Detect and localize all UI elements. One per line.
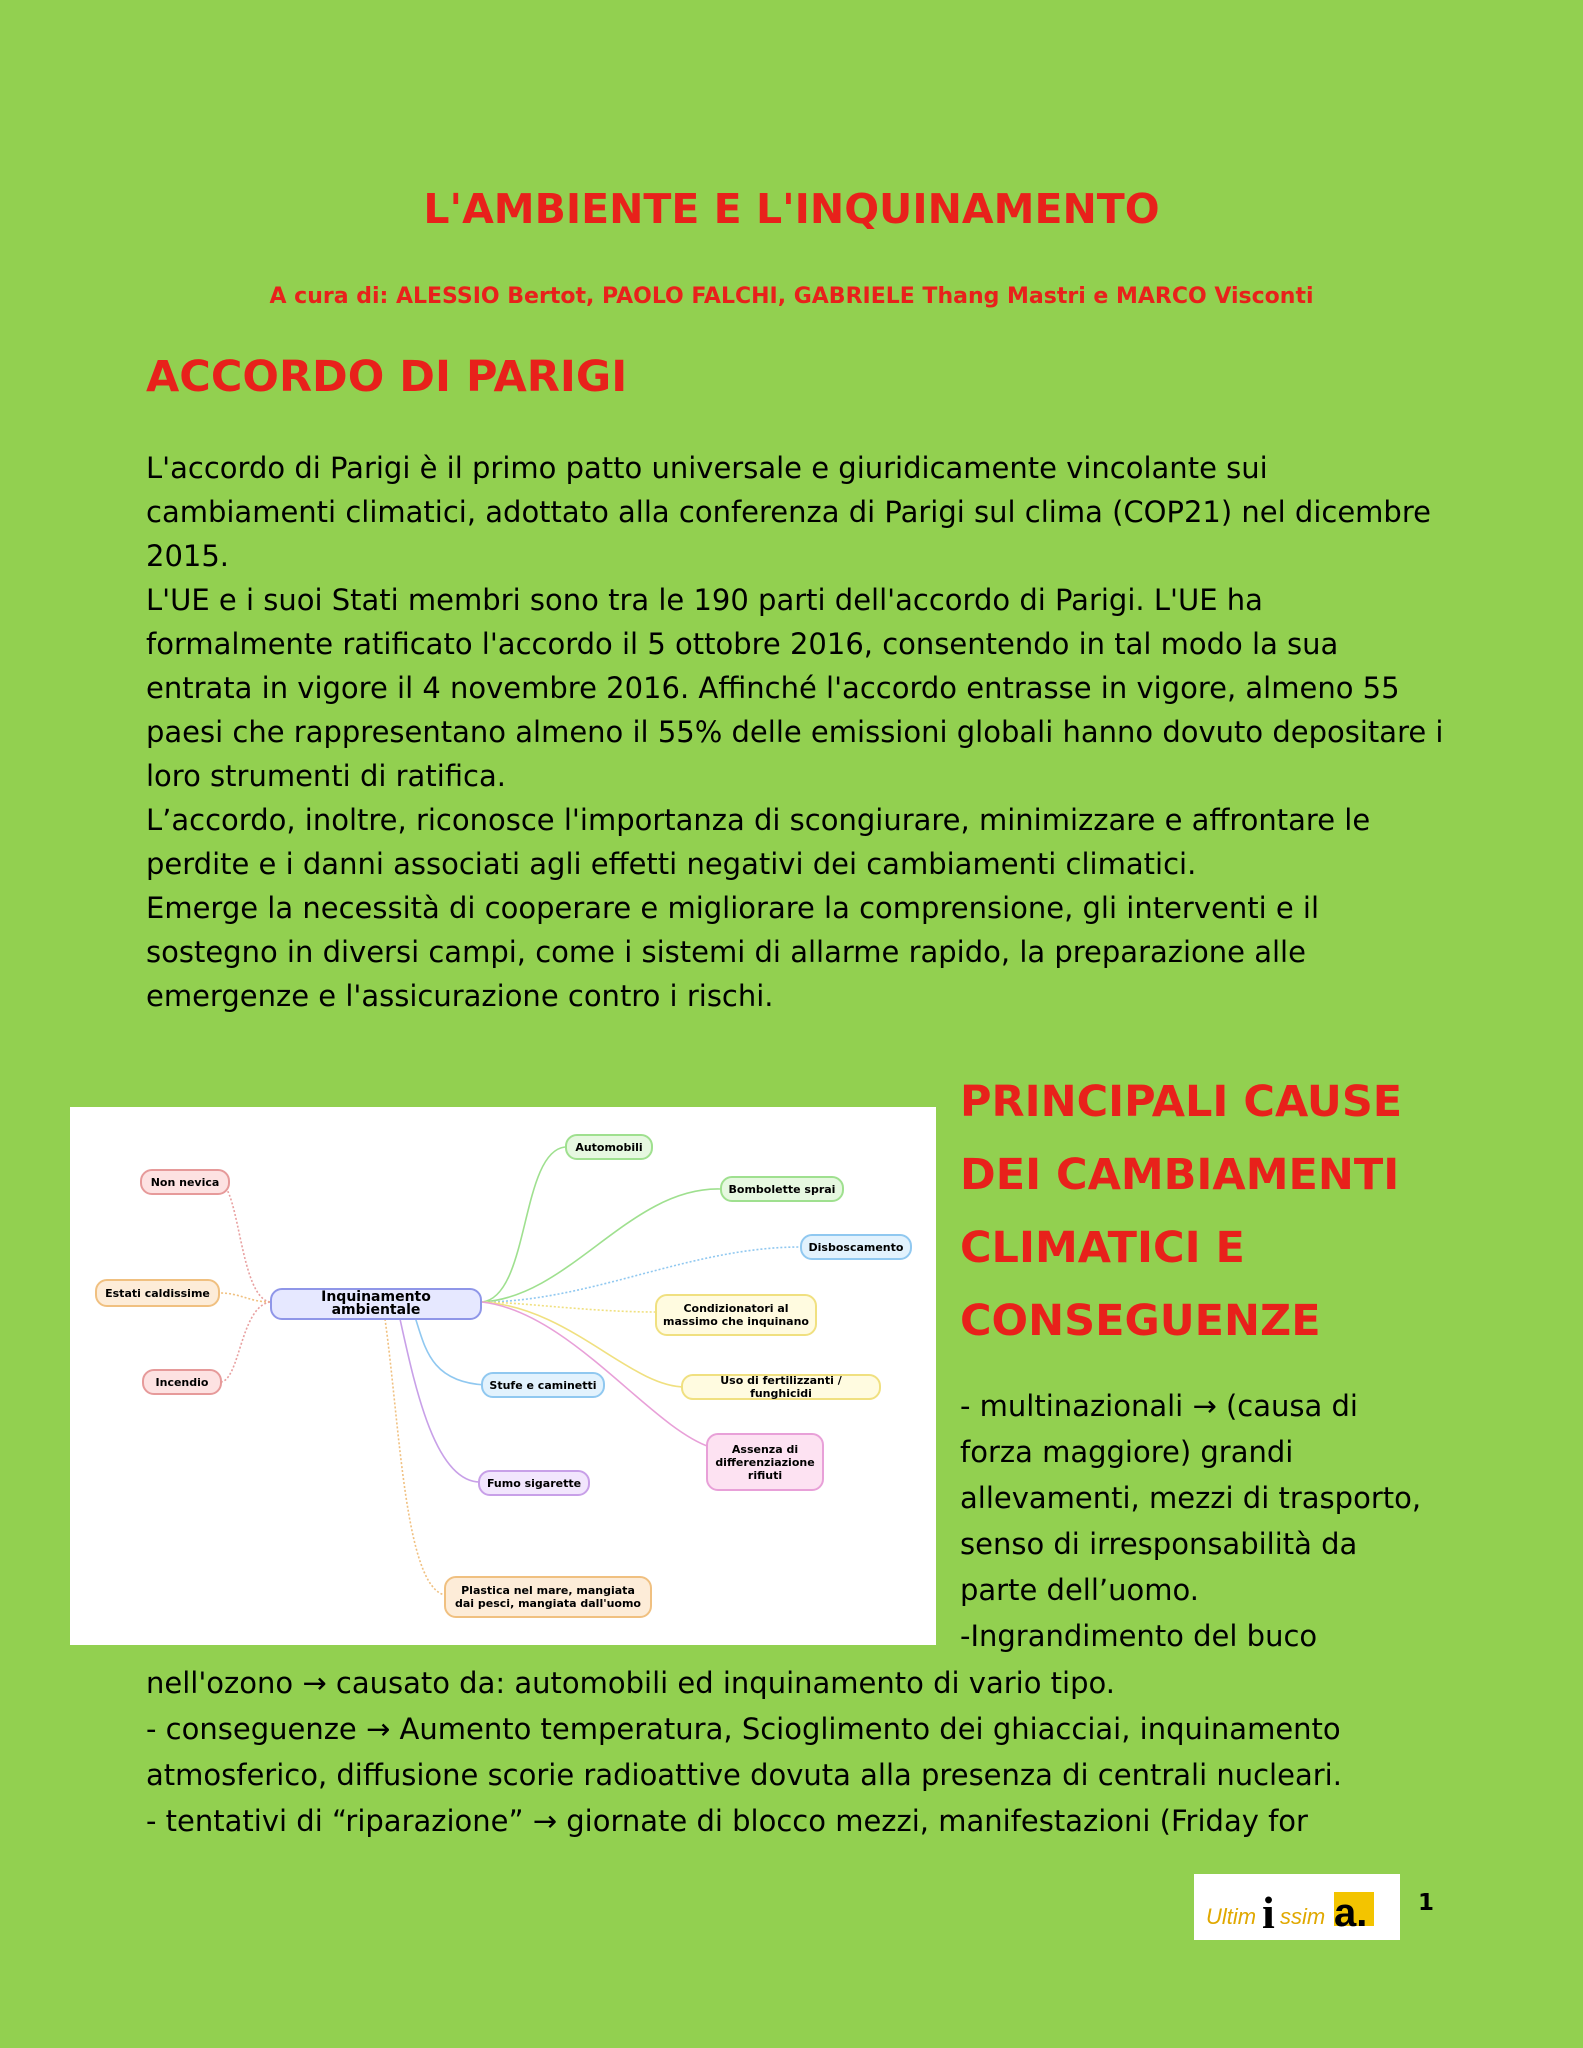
mindmap-node: Incendio (142, 1369, 222, 1395)
mindmap-node: Disboscamento (800, 1234, 912, 1260)
paragraph: L'accordo di Parigi è il primo patto universale e giuridicamente vincolante sui cambiamenti climatici, adottato alla conferenza di Parigi sul clima (COP21) nel dicembre 2015. (146, 451, 1431, 573)
text-line: - tentativi di “riparazione” → giornate di blocco mezzi, manifestazioni (Friday for (146, 1804, 1308, 1838)
text-line: atmosferico, diffusione scorie radioattive dovuta alla presenza di centrali nucleari. (146, 1758, 1342, 1792)
text-line: -Ingrandimento del buco (960, 1619, 1318, 1653)
page-number: 1 (1418, 1890, 1435, 1916)
cause-text-right (960, 1383, 1480, 1659)
section-heading-cause (960, 1066, 1520, 1358)
logo-text-mid: ssim (1280, 1904, 1326, 1929)
heading-line: CONSEGUENZE (960, 1296, 1321, 1346)
ultimissima-logo (1194, 1874, 1400, 1940)
mindmap-node: Fumo sigarette (478, 1470, 590, 1496)
mindmap-node: Non nevica (140, 1169, 230, 1195)
text-line: parte dell’uomo. (960, 1573, 1199, 1607)
mindmap-node: Bombolette sprai (720, 1176, 844, 1202)
page-title: L'AMBIENTE E L'INQUINAMENTO (423, 185, 1160, 233)
logo-graphic (1194, 1874, 1400, 1940)
paragraph: L'UE e i suoi Stati membri sono tra le 190 parti dell'accordo di Parigi. L'UE ha formalmente ratificato l'accordo il 5 ottobre 2016, consentendo in tal modo la sua entrata in vigore il 4 novembre 2016. Affinché l'accordo entrasse in vigore, almeno 55 paesi che rappresentano almeno il 55% delle emissioni globali hanno dovuto depositare i loro strumenti di ratifica. (146, 583, 1444, 793)
text-line: - conseguenze → Aumento temperatura, Scioglimento dei ghiacciai, inquinamento (146, 1712, 1341, 1746)
mindmap-node: Uso di fertilizzanti / funghicidi (681, 1374, 881, 1400)
paragraph: Emerge la necessità di cooperare e migliorare la comprensione, gli interventi e il sostegno in diversi campi, come i sistemi di allarme rapido, la preparazione alle emergenze e l'assicurazione contro i rischi. (146, 891, 1320, 1013)
accordo-body (146, 446, 1446, 1018)
mindmap-center-node: Inquinamento ambientale (270, 1288, 482, 1320)
mindmap-node: Automobili (565, 1134, 653, 1160)
mindmap-node: Plastica nel mare, mangiata dai pesci, mangiata dall'uomo (444, 1576, 652, 1618)
mindmap-node: Estati caldissime (95, 1279, 220, 1307)
mindmap-node: Assenza di differenziazione rifiuti (706, 1433, 824, 1491)
text-line: nell'ozono → causato da: automobili ed inquinamento di vario tipo. (146, 1666, 1115, 1700)
cause-text-bottom (146, 1660, 1486, 1844)
text-line: senso di irresponsabilità da (960, 1527, 1358, 1561)
text-line: allevamenti, mezzi di trasporto, (960, 1481, 1422, 1515)
paragraph: L’accordo, inoltre, riconosce l'importanza di scongiurare, minimizzare e affrontare le perdite e i danni associati agli effetti negativi dei cambiamenti climatici. (146, 803, 1371, 881)
mindmap-node: Stufe e caminetti (481, 1372, 605, 1398)
text-line: forza maggiore) grandi (960, 1435, 1294, 1469)
heading-line: CLIMATICI E (960, 1223, 1245, 1273)
section-heading-accordo: ACCORDO DI PARIGI (146, 352, 628, 402)
heading-line: PRINCIPALI CAUSE (960, 1077, 1403, 1127)
authors-line: A cura di: ALESSIO Bertot, PAOLO FALCHI, GABRIELE Thang Mastri e MARCO Visconti (269, 284, 1314, 309)
logo-text-end: a. (1334, 1891, 1368, 1935)
logo-text-left: Ultim (1206, 1904, 1257, 1929)
heading-line: DEI CAMBIAMENTI (960, 1150, 1400, 1200)
mindmap-image (70, 1107, 936, 1645)
mindmap-node: Condizionatori al massimo che inquinano (655, 1294, 817, 1336)
text-line: - multinazionali → (causa di (960, 1389, 1358, 1423)
logo-text-i: i (1262, 1887, 1275, 1938)
